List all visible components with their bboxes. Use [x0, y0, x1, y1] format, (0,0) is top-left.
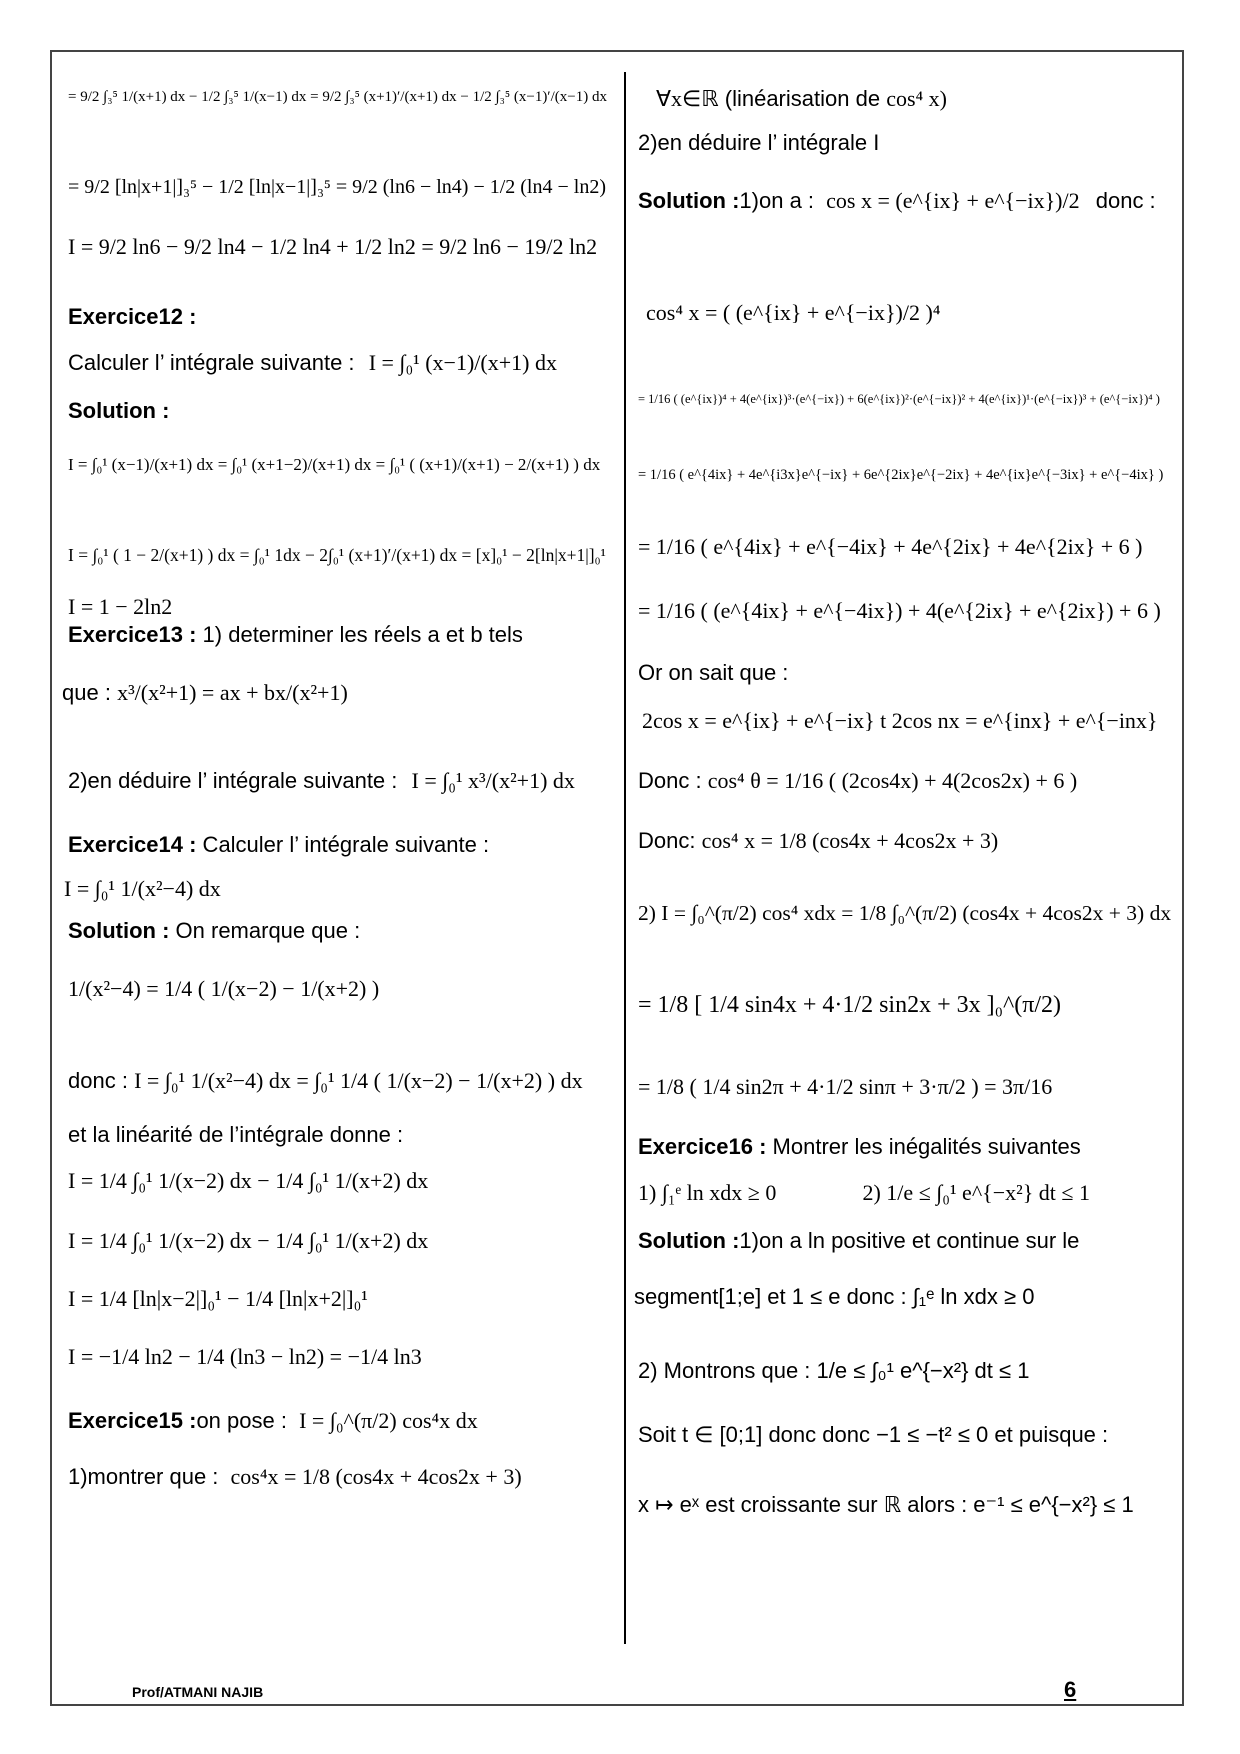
column-divider	[624, 72, 626, 1644]
r-eq-11: = 1/8 ( 1/4 sin2π + 4·1/2 sinπ + 3·π/2 ) = 3π/16	[638, 1074, 1053, 1099]
s12-eq-2: I = ∫₀¹ ( 1 − 2/(x+1) ) dx = ∫₀¹ 1dx − 2∫₀¹ (x+1)′/(x+1) dx = [x]₀¹ − 2[ln|x+1|]₀¹	[68, 545, 606, 565]
ex13-eq: x³/(x²+1) = ax + bx/(x²+1)	[117, 680, 348, 705]
r-eq-7: cos⁴ θ = 1/16 ( (2cos4x) + 4(2cos2x) + 6 )	[707, 768, 1078, 793]
or-text: Or on sait que :	[638, 660, 789, 685]
s14-eq-5: I = 1/4 [ln|x−2|]₀¹ − 1/4 [ln|x+2|]₀¹	[68, 1286, 368, 1311]
footer-author: Prof/ATMANI NAJIB	[132, 1684, 264, 1700]
footer-page-number: 6	[1064, 1677, 1077, 1702]
ex13-statement	[68, 620, 523, 650]
ex13-title: Exercice13 :	[68, 622, 197, 647]
ex16-q2: 2) 1/e ≤ ∫₀¹ e^{−x²} dt ≤ 1	[862, 1180, 1090, 1205]
r-eq-8: cos⁴ x = 1/8 (cos4x + 4cos2x + 3)	[701, 828, 999, 853]
s14-donc: donc :	[68, 1068, 128, 1093]
solution-14-title: Solution :	[68, 918, 170, 943]
left-eq-3: I = 9/2 ln6 − 9/2 ln4 − 1/2 ln4 + 1/2 ln2 = 9/2 ln6 − 19/2 ln2	[68, 234, 598, 259]
ex13-que: que :	[62, 680, 111, 705]
ex16-statement	[638, 1132, 1081, 1162]
s14-linearity: et la linéarité de l’intégrale donne :	[68, 1122, 404, 1147]
sol16-text: 1)on a ln positive et continue sur le	[739, 1228, 1080, 1253]
sol15-eq: cos x = (e^{ix} + e^{−ix})/2	[826, 188, 1080, 213]
ex15-q1-line	[68, 1462, 522, 1492]
ex13-integral: I = ∫₀¹ x³/(x²+1) dx	[411, 768, 575, 793]
s12-eq-3: I = 1 − 2ln2	[68, 594, 173, 619]
sol15-donc: donc :	[1095, 188, 1156, 213]
ex12-title: Exercice12 :	[68, 304, 197, 329]
ex14-text: Calculer l’ intégrale suivante :	[196, 832, 490, 857]
s14-eq-6: I = −1/4 ln2 − 1/4 (ln3 − ln2) = −1/4 ln3	[68, 1344, 422, 1369]
s14-eq-2: I = ∫₀¹ 1/(x²−4) dx = ∫₀¹ 1/4 ( 1/(x−2) − 1/(x+2) ) dx	[134, 1068, 583, 1093]
ex12-text: Calculer l’ intégrale suivante :	[68, 350, 355, 375]
sol16-l4: Soit t ∈ [0;1] donc donc −1 ≤ −t² ≤ 0 et puisque :	[638, 1422, 1109, 1447]
sol16-l3: 2) Montrons que : 1/e ≤ ∫₀¹ e^{−x²} dt ≤ 1	[638, 1358, 1030, 1383]
sol15-line	[638, 186, 1156, 216]
ex15-integral: I = ∫₀^(π/2) cos⁴x dx	[299, 1408, 478, 1433]
r-eq-4: = 1/16 ( e^{4ix} + e^{−4ix} + 4e^{2ix} + 4e^{2ix} + 6 )	[638, 534, 1143, 559]
r1-forall: ∀x∈ℝ	[656, 86, 719, 111]
ex15-eq: cos⁴x = 1/8 (cos4x + 4cos2x + 3)	[230, 1464, 522, 1489]
ex14-integral: I = ∫₀¹ 1/(x²−4) dx	[64, 876, 221, 901]
sol16-l2: segment[1;e] et 1 ≤ e donc : ∫₁ᵉ ln xdx ≥ 0	[634, 1284, 1035, 1309]
ex16-text: Montrer les inégalités suivantes	[766, 1134, 1081, 1159]
r-eq-7-line	[638, 766, 1077, 796]
ex12-statement	[68, 348, 557, 378]
ex15-statement	[68, 1406, 478, 1436]
r-eq-1: cos⁴ x = ( (e^{ix} + e^{−ix})/2 )⁴	[646, 300, 941, 325]
left-eq-1: = 9/2 ∫₃⁵ 1/(x+1) dx − 1/2 ∫₃⁵ 1/(x−1) dx = 9/2 ∫₃⁵ (x+1)′/(x+1) dx − 1/2 ∫₃⁵ (x−1)′/(x−1) dx	[68, 89, 607, 105]
r-eq-3: = 1/16 ( e^{4ix} + 4e^{i3x}e^{−ix} + 6e^{2ix}e^{−2ix} + 4e^{ix}e^{−3ix} + e^{−4ix} )	[638, 467, 1164, 483]
ex13-q2: 2)en déduire l’ intégrale suivante :	[68, 768, 398, 793]
ex13-eq-line	[62, 678, 348, 708]
sol14-line	[68, 916, 360, 946]
sol14-text: On remarque que :	[169, 918, 361, 943]
s14-eq-4: I = 1/4 ∫₀¹ 1/(x−2) dx − 1/4 ∫₀¹ 1/(x+2) dx	[68, 1228, 429, 1253]
donc-1: Donc :	[638, 768, 702, 793]
r-eq-2: = 1/16 ( (e^{ix})⁴ + 4(e^{ix})³·(e^{−ix}) + 6(e^{ix})²·(e^{−ix})² + 4(e^{ix})¹·(e^{−ix})³ + (e^{−ix})⁴ )	[638, 392, 1160, 406]
ex16-title: Exercice16 :	[638, 1134, 767, 1159]
ex15-q1: 1)montrer que :	[68, 1464, 219, 1489]
sol16-line	[638, 1226, 1079, 1256]
r-eq-9: 2) I = ∫₀^(π/2) cos⁴ xdx = 1/8 ∫₀^(π/2) (cos4x + 4cos2x + 3) dx	[638, 901, 1172, 925]
left-eq-2: = 9/2 [ln|x+1|]₃⁵ − 1/2 [ln|x−1|]₃⁵ = 9/2 (ln6 − ln4) − 1/2 (ln4 − ln2)	[68, 176, 606, 198]
s14-eq-3: I = 1/4 ∫₀¹ 1/(x−2) dx − 1/4 ∫₀¹ 1/(x+2) dx	[68, 1168, 429, 1193]
r-eq-5: = 1/16 ( (e^{4ix} + e^{−4ix}) + 4(e^{2ix} + e^{2ix}) + 6 )	[638, 598, 1161, 623]
ex16-q1: 1) ∫₁ᵉ ln xdx ≥ 0	[638, 1180, 777, 1205]
ex15-title: Exercice15 :	[68, 1408, 197, 1433]
r-eq-10: = 1/8 [ 1/4 sin4x + 4·1/2 sin2x + 3x ]₀^(π/2)	[638, 992, 1061, 1018]
r2-line: 2)en déduire l’ intégrale I	[638, 130, 880, 155]
ex16-questions	[638, 1178, 1090, 1208]
r1-cos: cos⁴ x)	[886, 86, 948, 111]
s14-eq-2-line	[68, 1066, 583, 1096]
sol15-text: 1)on a :	[739, 188, 815, 213]
ex13-text: 1) determiner les réels a et b tels	[196, 622, 523, 647]
donc-2: Donc:	[638, 828, 696, 853]
ex14-title: Exercice14 :	[68, 832, 197, 857]
sol16-l5: x ↦ eˣ est croissante sur ℝ alors : e⁻¹ ≤ e^{−x²} ≤ 1	[638, 1492, 1134, 1517]
solution-12-title: Solution :	[68, 398, 170, 423]
r1-line	[656, 84, 947, 114]
solution-15-title: Solution :	[638, 188, 740, 213]
r1-text: (linéarisation de	[718, 86, 887, 111]
s12-eq-1: I = ∫₀¹ (x−1)/(x+1) dx = ∫₀¹ (x+1−2)/(x+1) dx = ∫₀¹ ( (x+1)/(x+1) − 2/(x+1) ) dx	[68, 455, 601, 474]
ex12-integral: I = ∫₀¹ (x−1)/(x+1) dx	[368, 350, 557, 375]
ex13-q2-line	[68, 766, 575, 796]
ex14-statement	[68, 830, 489, 860]
ex15-text: on pose :	[196, 1408, 287, 1433]
solution-16-title: Solution :	[638, 1228, 740, 1253]
r-eq-6: 2cos x = e^{ix} + e^{−ix} t 2cos nx = e^{inx} + e^{−inx}	[642, 708, 1158, 733]
r-eq-8-line	[638, 826, 998, 856]
s14-eq-1: 1/(x²−4) = 1/4 ( 1/(x−2) − 1/(x+2) )	[68, 976, 380, 1001]
